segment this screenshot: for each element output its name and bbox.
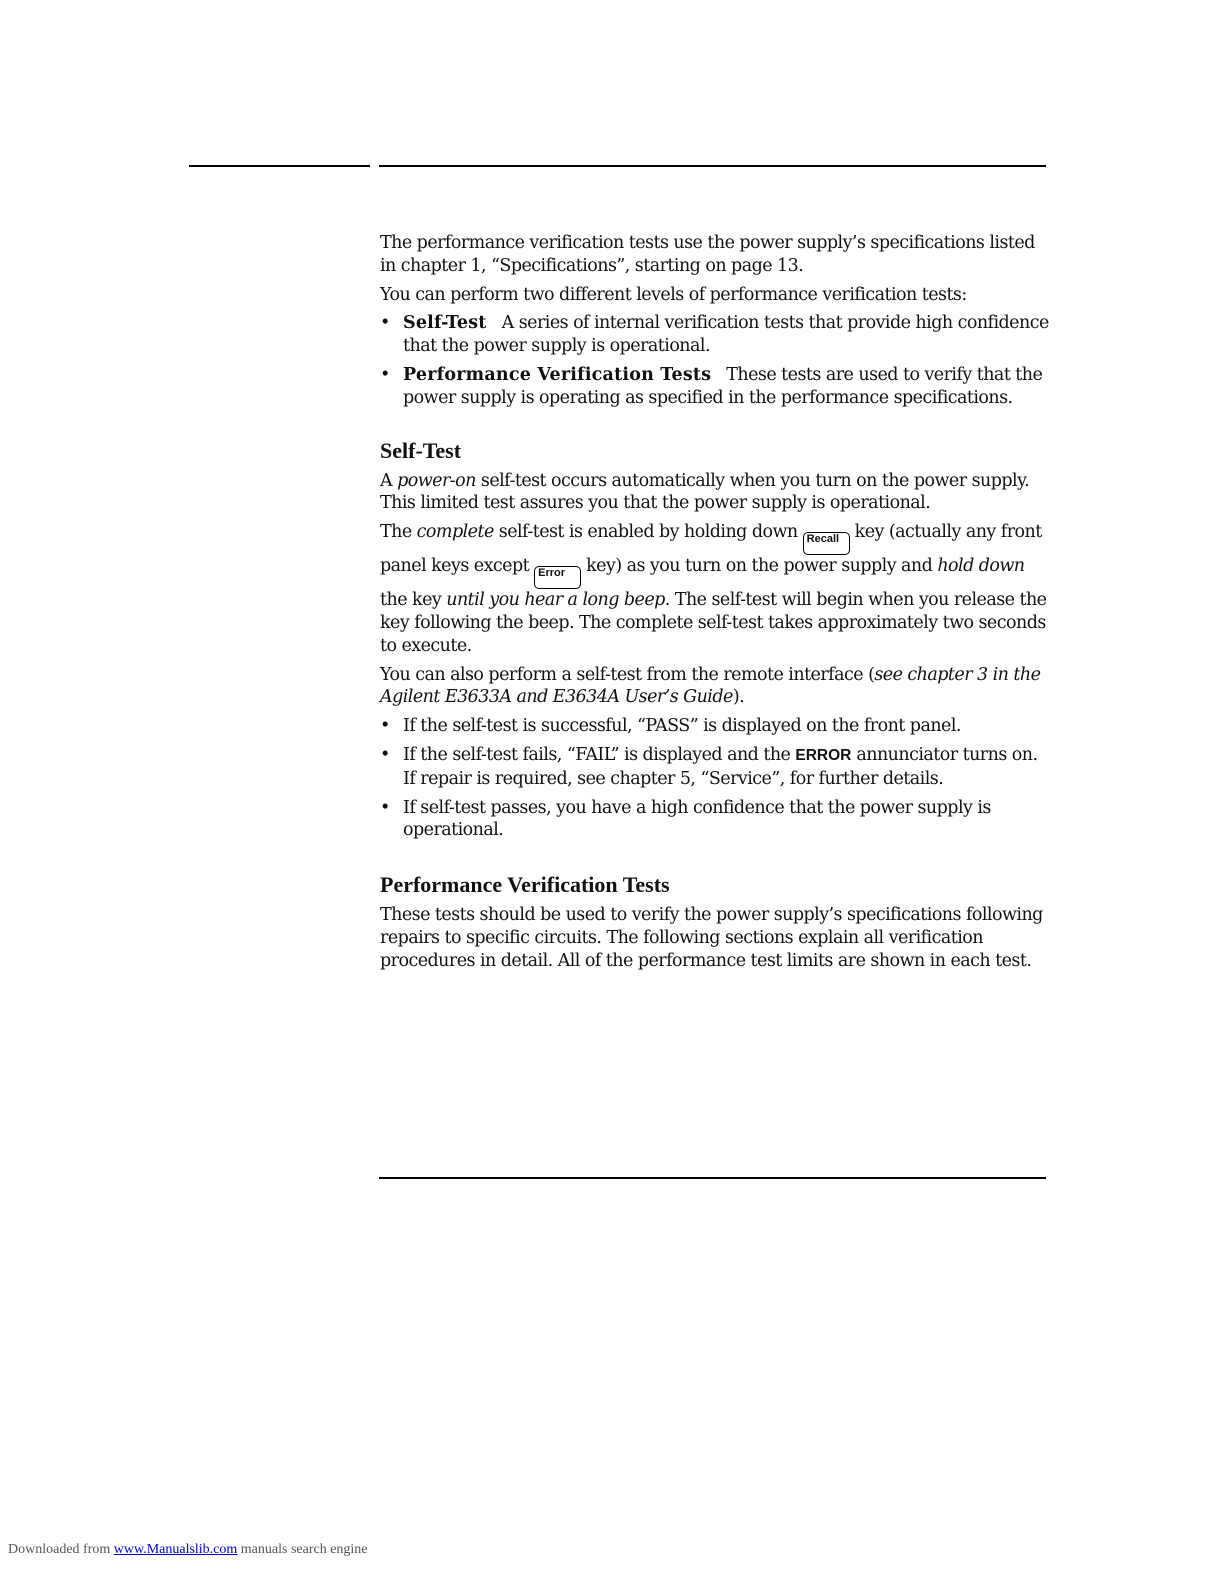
error-annunciator: ERROR <box>795 746 852 764</box>
intro-levels-paragraph: You can perform two different levels of performance verification tests: <box>380 284 967 305</box>
page-content <box>380 232 1050 979</box>
list-item: • If the self-test is successful, “PASS” is displayed on the front panel. <box>380 715 1050 738</box>
list-item: • If self-test passes, you have a high confidence that the power supply is operational. <box>380 797 1050 843</box>
list-item <box>380 364 1050 410</box>
download-footer: Downloaded from www.Manualslib.com manuals search engine <box>8 1542 368 1557</box>
manualslib-link[interactable]: www.Manualslib.com <box>113 1542 238 1557</box>
list-term: Performance Verification Tests <box>403 364 712 385</box>
intro-paragraph: The performance verification tests use the power supply’s specifications listed in chapter 1, “Specifications”, starting on page 13. <box>380 233 1035 276</box>
error-key-icon: Error <box>534 566 581 589</box>
recall-key-icon: Recall <box>803 532 850 555</box>
list-text: These tests are used to verify that the power supply is operating as specified in the performance specifications. <box>403 364 1043 408</box>
pvt-heading: Performance Verification Tests <box>380 872 670 898</box>
self-test-results-list <box>380 715 1050 842</box>
self-test-heading: Self-Test <box>380 437 462 463</box>
list-item <box>380 312 1050 358</box>
list-item: • If the self-test fails, “FAIL” is displayed and the ERROR annunciator turns on. If repair is required, see chapter 5, “Service”, for further details. <box>380 744 1050 791</box>
footer-rule <box>379 1177 1046 1179</box>
header-rule-left <box>189 165 370 167</box>
header-rule-right <box>379 165 1046 167</box>
pvt-paragraph: These tests should be used to verify the power supply’s specifications following repairs to specific circuits. The following sections explain all verification procedures in detail. All of the performance test limits are shown in each test. <box>380 905 1043 971</box>
list-text: A series of internal verification tests that provide high confidence that the power supply is operational. <box>403 313 1049 357</box>
power-on-paragraph: A power-on self-test occurs automatically when you turn on the power supply. This limited test assures you that the power supply is operational. <box>380 470 1030 514</box>
test-levels-list <box>380 312 1050 409</box>
remote-self-test-paragraph: You can also perform a self-test from the remote interface (see chapter 3 in the Agilent E3633A and E3634A User’s Guide). <box>380 664 1041 708</box>
complete-self-test-paragraph: The complete self-test is enabled by holding down Recall key (actually any front panel keys except Error key) as you turn on the power supply and hold down the key until you hear a long beep. The self-test will begin when you release the key following the beep. The complete self-test takes approximately two seconds to execute. <box>380 522 1047 656</box>
list-term: Self-Test <box>403 313 487 334</box>
